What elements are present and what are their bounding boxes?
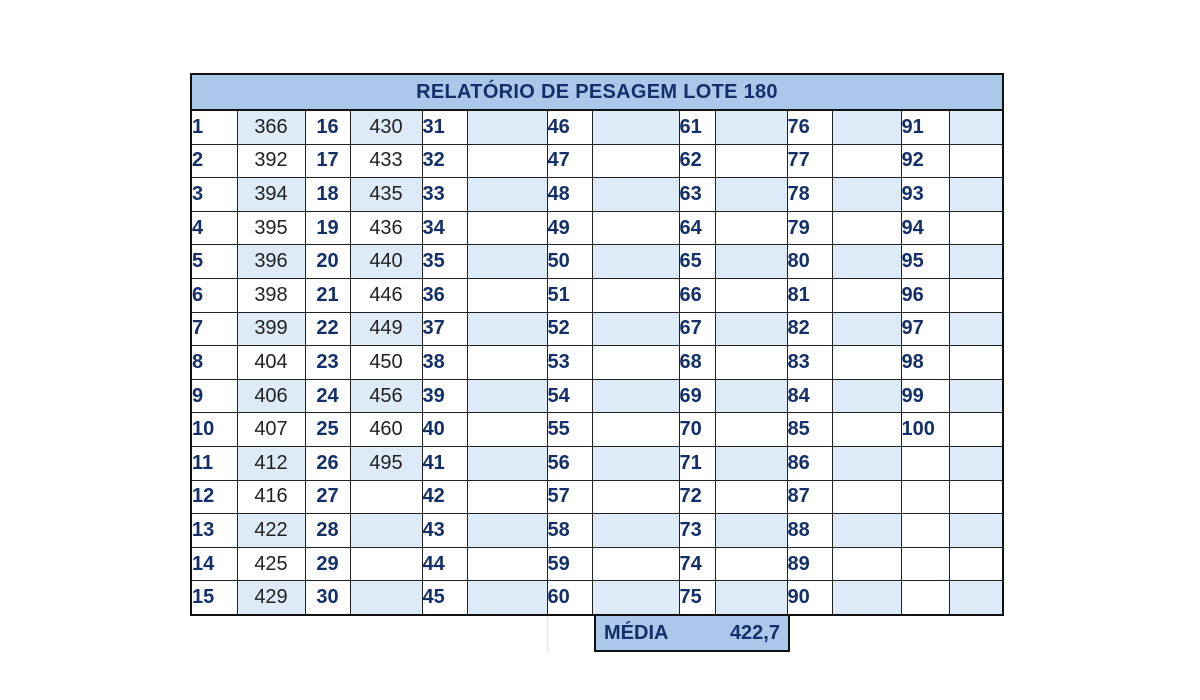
weight-cell — [467, 514, 547, 548]
weight-cell: 404 — [237, 346, 305, 380]
weight-cell — [949, 581, 1002, 614]
weight-cell — [592, 379, 679, 413]
weight-cell — [949, 178, 1002, 212]
weight-cell: 366 — [237, 111, 305, 144]
animal-number-cell — [901, 480, 949, 514]
weight-cell: 460 — [350, 413, 422, 447]
animal-number-cell: 37 — [422, 312, 467, 346]
animal-number-cell: 28 — [305, 514, 350, 548]
table-row — [192, 547, 1002, 581]
weight-cell — [592, 413, 679, 447]
animal-number-cell: 2 — [192, 144, 237, 178]
weight-cell — [592, 178, 679, 212]
weight-cell: 495 — [350, 446, 422, 480]
weight-cell — [949, 547, 1002, 581]
animal-number-cell: 41 — [422, 446, 467, 480]
animal-number-cell: 22 — [305, 312, 350, 346]
weight-cell — [832, 278, 901, 312]
weight-cell: 429 — [237, 581, 305, 614]
animal-number-cell: 82 — [787, 312, 832, 346]
weight-cell — [592, 144, 679, 178]
weight-cell — [592, 547, 679, 581]
weight-cell — [715, 446, 787, 480]
animal-number-cell: 100 — [901, 413, 949, 447]
animal-number-cell: 85 — [787, 413, 832, 447]
animal-number-cell: 31 — [422, 111, 467, 144]
animal-number-cell — [901, 446, 949, 480]
weight-cell — [832, 379, 901, 413]
animal-number-cell: 11 — [192, 446, 237, 480]
animal-number-cell: 69 — [679, 379, 715, 413]
animal-number-cell: 77 — [787, 144, 832, 178]
weight-cell — [350, 547, 422, 581]
weight-cell — [715, 346, 787, 380]
weight-cell — [467, 312, 547, 346]
weight-cell — [715, 178, 787, 212]
weight-cell — [715, 211, 787, 245]
animal-number-cell: 65 — [679, 245, 715, 279]
weight-cell: 422 — [237, 514, 305, 548]
weighing-report-sheet — [190, 73, 1004, 616]
animal-number-cell — [901, 581, 949, 614]
average-value: 422,7 — [729, 622, 780, 644]
animal-number-cell: 43 — [422, 514, 467, 548]
table-row — [192, 211, 1002, 245]
animal-number-cell: 56 — [547, 446, 592, 480]
animal-number-cell: 88 — [787, 514, 832, 548]
report-title: RELATÓRIO DE PESAGEM LOTE 180 — [192, 75, 1002, 111]
animal-number-cell: 98 — [901, 346, 949, 380]
animal-number-cell: 25 — [305, 413, 350, 447]
animal-number-cell: 26 — [305, 446, 350, 480]
weight-cell: 395 — [237, 211, 305, 245]
weight-cell — [467, 144, 547, 178]
animal-number-cell: 60 — [547, 581, 592, 614]
animal-number-cell: 14 — [192, 547, 237, 581]
table-row — [192, 111, 1002, 144]
weight-cell — [467, 581, 547, 614]
weight-cell — [467, 413, 547, 447]
animal-number-cell: 8 — [192, 346, 237, 380]
weight-cell — [715, 413, 787, 447]
weight-cell: 407 — [237, 413, 305, 447]
animal-number-cell: 62 — [679, 144, 715, 178]
animal-number-cell: 29 — [305, 547, 350, 581]
animal-number-cell: 71 — [679, 446, 715, 480]
weighing-table — [192, 111, 1002, 614]
table-row — [192, 312, 1002, 346]
weight-cell — [592, 480, 679, 514]
animal-number-cell: 49 — [547, 211, 592, 245]
weight-cell — [467, 547, 547, 581]
animal-number-cell: 61 — [679, 111, 715, 144]
animal-number-cell: 63 — [679, 178, 715, 212]
weight-cell — [715, 245, 787, 279]
animal-number-cell: 32 — [422, 144, 467, 178]
weight-cell — [467, 446, 547, 480]
average-label: MÉDIA — [604, 622, 669, 644]
table-row — [192, 413, 1002, 447]
animal-number-cell: 83 — [787, 346, 832, 380]
weight-cell — [592, 111, 679, 144]
animal-number-cell: 93 — [901, 178, 949, 212]
weight-cell — [715, 278, 787, 312]
table-row — [192, 379, 1002, 413]
animal-number-cell: 23 — [305, 346, 350, 380]
animal-number-cell: 92 — [901, 144, 949, 178]
animal-number-cell: 24 — [305, 379, 350, 413]
weight-cell — [467, 178, 547, 212]
weight-cell — [949, 379, 1002, 413]
table-row — [192, 480, 1002, 514]
weight-cell — [467, 111, 547, 144]
weight-cell: 456 — [350, 379, 422, 413]
animal-number-cell: 34 — [422, 211, 467, 245]
weight-cell — [832, 312, 901, 346]
weight-cell — [949, 111, 1002, 144]
weight-cell — [467, 211, 547, 245]
weight-cell — [592, 211, 679, 245]
weight-cell — [592, 581, 679, 614]
animal-number-cell: 48 — [547, 178, 592, 212]
animal-number-cell — [901, 514, 949, 548]
animal-number-cell: 58 — [547, 514, 592, 548]
animal-number-cell: 64 — [679, 211, 715, 245]
animal-number-cell: 38 — [422, 346, 467, 380]
table-row — [192, 245, 1002, 279]
animal-number-cell: 97 — [901, 312, 949, 346]
animal-number-cell: 87 — [787, 480, 832, 514]
animal-number-cell: 55 — [547, 413, 592, 447]
animal-number-cell: 95 — [901, 245, 949, 279]
animal-number-cell: 3 — [192, 178, 237, 212]
animal-number-cell: 94 — [901, 211, 949, 245]
animal-number-cell: 68 — [679, 346, 715, 380]
animal-number-cell: 44 — [422, 547, 467, 581]
animal-number-cell: 42 — [422, 480, 467, 514]
animal-number-cell: 80 — [787, 245, 832, 279]
weight-cell: 416 — [237, 480, 305, 514]
animal-number-cell: 96 — [901, 278, 949, 312]
animal-number-cell: 15 — [192, 581, 237, 614]
weight-cell — [832, 211, 901, 245]
weight-cell — [949, 413, 1002, 447]
weight-cell — [949, 278, 1002, 312]
animal-number-cell: 76 — [787, 111, 832, 144]
weight-cell — [832, 514, 901, 548]
weight-cell — [350, 480, 422, 514]
weight-cell — [832, 245, 901, 279]
weight-cell — [592, 346, 679, 380]
column-divider — [547, 616, 548, 652]
weight-cell — [949, 245, 1002, 279]
animal-number-cell: 20 — [305, 245, 350, 279]
animal-number-cell: 12 — [192, 480, 237, 514]
animal-number-cell: 45 — [422, 581, 467, 614]
animal-number-cell: 39 — [422, 379, 467, 413]
weight-cell — [715, 379, 787, 413]
animal-number-cell: 10 — [192, 413, 237, 447]
animal-number-cell: 30 — [305, 581, 350, 614]
animal-number-cell: 67 — [679, 312, 715, 346]
animal-number-cell: 99 — [901, 379, 949, 413]
animal-number-cell: 73 — [679, 514, 715, 548]
weight-cell — [832, 581, 901, 614]
weight-cell: 430 — [350, 111, 422, 144]
animal-number-cell: 46 — [547, 111, 592, 144]
weight-cell — [832, 480, 901, 514]
animal-number-cell: 50 — [547, 245, 592, 279]
weight-cell — [715, 581, 787, 614]
weight-cell — [715, 514, 787, 548]
weight-cell — [832, 111, 901, 144]
weight-cell — [467, 480, 547, 514]
animal-number-cell: 57 — [547, 480, 592, 514]
weight-cell — [949, 211, 1002, 245]
weight-cell — [832, 413, 901, 447]
animal-number-cell: 74 — [679, 547, 715, 581]
weight-cell — [467, 346, 547, 380]
table-row — [192, 514, 1002, 548]
animal-number-cell: 5 — [192, 245, 237, 279]
weight-cell — [350, 581, 422, 614]
weight-cell — [467, 379, 547, 413]
animal-number-cell: 72 — [679, 480, 715, 514]
animal-number-cell: 91 — [901, 111, 949, 144]
weight-cell — [832, 346, 901, 380]
weight-cell: 396 — [237, 245, 305, 279]
animal-number-cell: 75 — [679, 581, 715, 614]
animal-number-cell: 53 — [547, 346, 592, 380]
weight-cell — [832, 547, 901, 581]
animal-number-cell: 89 — [787, 547, 832, 581]
animal-number-cell: 4 — [192, 211, 237, 245]
weight-cell — [832, 446, 901, 480]
animal-number-cell: 18 — [305, 178, 350, 212]
weight-cell — [467, 278, 547, 312]
weight-cell — [592, 278, 679, 312]
weight-cell: 433 — [350, 144, 422, 178]
table-row — [192, 144, 1002, 178]
weight-cell — [350, 514, 422, 548]
weight-cell: 398 — [237, 278, 305, 312]
animal-number-cell: 1 — [192, 111, 237, 144]
animal-number-cell: 9 — [192, 379, 237, 413]
weight-cell: 450 — [350, 346, 422, 380]
animal-number-cell: 17 — [305, 144, 350, 178]
animal-number-cell: 35 — [422, 245, 467, 279]
animal-number-cell: 7 — [192, 312, 237, 346]
weight-cell — [715, 480, 787, 514]
animal-number-cell: 21 — [305, 278, 350, 312]
animal-number-cell: 52 — [547, 312, 592, 346]
animal-number-cell: 59 — [547, 547, 592, 581]
animal-number-cell: 78 — [787, 178, 832, 212]
animal-number-cell — [901, 547, 949, 581]
table-row — [192, 178, 1002, 212]
weight-cell — [715, 312, 787, 346]
weight-cell: 392 — [237, 144, 305, 178]
animal-number-cell: 81 — [787, 278, 832, 312]
weight-cell — [467, 245, 547, 279]
weight-cell — [715, 144, 787, 178]
weight-cell: 440 — [350, 245, 422, 279]
weight-cell: 435 — [350, 178, 422, 212]
weight-cell — [715, 547, 787, 581]
animal-number-cell: 66 — [679, 278, 715, 312]
table-row — [192, 346, 1002, 380]
animal-number-cell: 47 — [547, 144, 592, 178]
weight-cell: 394 — [237, 178, 305, 212]
animal-number-cell: 84 — [787, 379, 832, 413]
animal-number-cell: 27 — [305, 480, 350, 514]
weight-cell — [592, 312, 679, 346]
weight-cell — [832, 144, 901, 178]
weight-cell: 425 — [237, 547, 305, 581]
weight-cell — [949, 312, 1002, 346]
weight-cell — [949, 144, 1002, 178]
weight-cell: 449 — [350, 312, 422, 346]
animal-number-cell: 16 — [305, 111, 350, 144]
animal-number-cell: 79 — [787, 211, 832, 245]
weight-cell — [592, 514, 679, 548]
table-row — [192, 278, 1002, 312]
weight-cell — [715, 111, 787, 144]
weight-cell: 446 — [350, 278, 422, 312]
animal-number-cell: 6 — [192, 278, 237, 312]
animal-number-cell: 19 — [305, 211, 350, 245]
animal-number-cell: 36 — [422, 278, 467, 312]
average-box — [594, 616, 790, 652]
weight-cell — [949, 446, 1002, 480]
weight-cell — [949, 480, 1002, 514]
weight-cell: 406 — [237, 379, 305, 413]
animal-number-cell: 54 — [547, 379, 592, 413]
weight-cell — [832, 178, 901, 212]
weight-cell: 436 — [350, 211, 422, 245]
animal-number-cell: 33 — [422, 178, 467, 212]
animal-number-cell: 86 — [787, 446, 832, 480]
weight-cell — [949, 514, 1002, 548]
weight-cell — [949, 346, 1002, 380]
weight-cell: 399 — [237, 312, 305, 346]
table-row — [192, 446, 1002, 480]
animal-number-cell: 51 — [547, 278, 592, 312]
animal-number-cell: 90 — [787, 581, 832, 614]
animal-number-cell: 13 — [192, 514, 237, 548]
animal-number-cell: 70 — [679, 413, 715, 447]
weight-cell: 412 — [237, 446, 305, 480]
weight-cell — [592, 245, 679, 279]
weight-cell — [592, 446, 679, 480]
table-row — [192, 581, 1002, 614]
animal-number-cell: 40 — [422, 413, 467, 447]
